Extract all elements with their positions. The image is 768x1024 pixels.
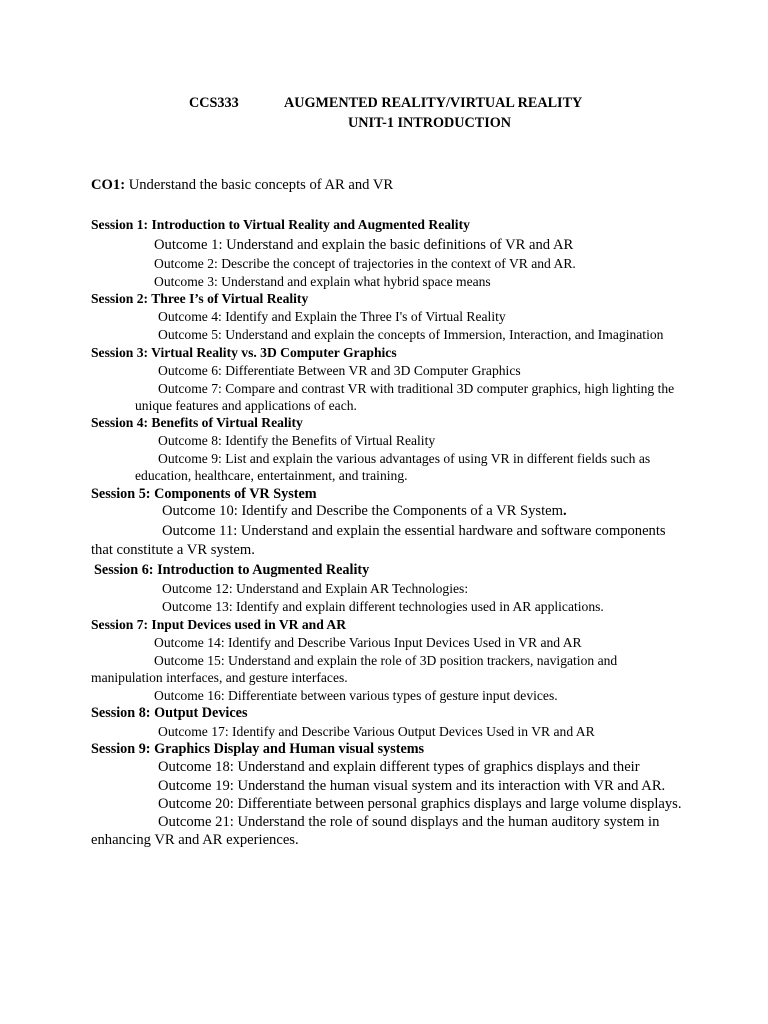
co1-label: CO1: bbox=[91, 177, 126, 193]
outcome-13: Outcome 13: Identify and explain different technologies used in AR applications. bbox=[162, 599, 604, 614]
outcome-20: Outcome 20: Differentiate between personal graphics displays and large volume displays. bbox=[158, 796, 682, 812]
outcome-18: Outcome 18: Understand and explain different types of graphics displays and their bbox=[158, 759, 640, 775]
outcome-21: Outcome 21: Understand the role of sound displays and the human auditory system in bbox=[158, 814, 660, 830]
unit-title: UNIT-1 INTRODUCTION bbox=[348, 115, 512, 131]
course-code: CCS333 bbox=[189, 95, 239, 111]
outcome-7-cont: unique features and applications of each. bbox=[135, 398, 357, 413]
session-2-label: Session 2 bbox=[91, 291, 144, 306]
outcome-11-cont: that constitute a VR system. bbox=[91, 542, 255, 558]
outcome-4: Outcome 4: Identify and Explain the Three I's of Virtual Reality bbox=[158, 309, 506, 324]
outcome-2: Outcome 2: Describe the concept of trajectories in the context of VR and AR. bbox=[154, 256, 576, 271]
session-8-heading: Session 8: Output Devices bbox=[91, 705, 248, 721]
outcome-10-period: . bbox=[563, 503, 567, 519]
outcome-10 bbox=[162, 503, 567, 520]
course-outcome-1 bbox=[91, 177, 393, 194]
course-title: AUGMENTED REALITY/VIRTUAL REALITY bbox=[284, 95, 583, 111]
session-1-label: Session 1 bbox=[91, 217, 144, 232]
session-1-title: : Introduction to Virtual Reality and Augmented Reality bbox=[143, 217, 470, 232]
outcome-8: Outcome 8: Identify the Benefits of Virtual Reality bbox=[158, 433, 436, 448]
outcome-7: Outcome 7: Compare and contrast VR with traditional 3D computer graphics, high lighting the bbox=[158, 381, 675, 396]
outcome-3: Outcome 3: Understand and explain what hybrid space means bbox=[154, 274, 491, 289]
outcome-12: Outcome 12: Understand and Explain AR Technologies: bbox=[162, 581, 469, 596]
outcome-15-cont: manipulation interfaces, and gesture interfaces. bbox=[91, 670, 348, 685]
co1-text: Understand the basic concepts of AR and VR bbox=[128, 177, 394, 193]
outcome-9: Outcome 9: List and explain the various advantages of using VR in different fields such as bbox=[158, 451, 651, 466]
outcome-21-cont: enhancing VR and AR experiences. bbox=[91, 832, 299, 848]
outcome-17: Outcome 17: Identify and Describe Various Output Devices Used in VR and AR bbox=[158, 724, 595, 739]
outcome-15: Outcome 15: Understand and explain the role of 3D position trackers, navigation and bbox=[154, 653, 618, 668]
session-1-heading bbox=[91, 217, 470, 233]
session-3-heading: Session 3: Virtual Reality vs. 3D Computer Graphics bbox=[91, 345, 397, 360]
outcome-10-text: Outcome 10: Identify and Describe the Components of a VR System bbox=[162, 503, 563, 519]
session-6-heading: Session 6: Introduction to Augmented Reality bbox=[94, 562, 370, 578]
outcome-5: Outcome 5: Understand and explain the concepts of Immersion, Interaction, and Imagination bbox=[158, 327, 664, 342]
session-5-heading: Session 5: Components of VR System bbox=[91, 486, 317, 502]
outcome-6: Outcome 6: Differentiate Between VR and 3D Computer Graphics bbox=[158, 363, 521, 378]
session-7-heading: Session 7: Input Devices used in VR and AR bbox=[91, 617, 347, 632]
outcome-19: Outcome 19: Understand the human visual system and its interaction with VR and AR. bbox=[158, 778, 666, 794]
outcome-11: Outcome 11: Understand and explain the essential hardware and software components bbox=[162, 523, 666, 539]
outcome-9-cont: education, healthcare, entertainment, and training. bbox=[135, 468, 408, 483]
session-2-title: : Three I’s of Virtual Reality bbox=[143, 291, 309, 306]
session-9-heading: Session 9: Graphics Display and Human visual systems bbox=[91, 741, 425, 757]
session-2-heading bbox=[91, 291, 308, 307]
session-4-heading: Session 4: Benefits of Virtual Reality bbox=[91, 415, 303, 430]
outcome-16: Outcome 16: Differentiate between various types of gesture input devices. bbox=[154, 688, 558, 703]
outcome-14: Outcome 14: Identify and Describe Various Input Devices Used in VR and AR bbox=[154, 635, 582, 650]
outcome-1: Outcome 1: Understand and explain the basic definitions of VR and AR bbox=[154, 237, 574, 253]
